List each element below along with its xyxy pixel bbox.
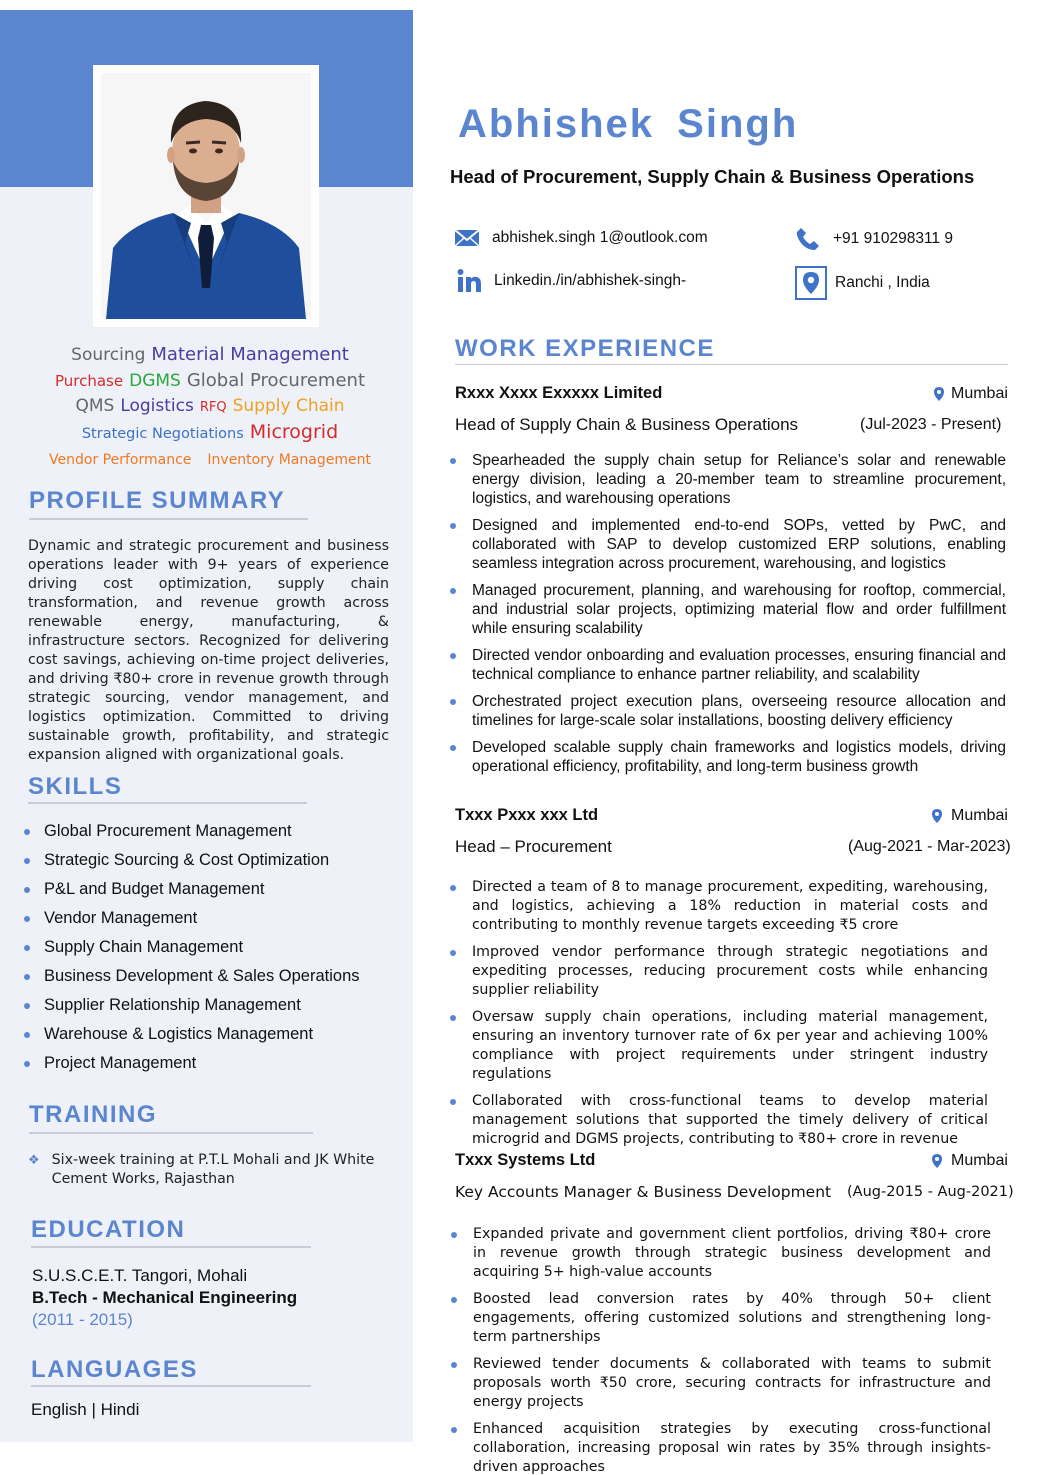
section-divider: [455, 364, 1008, 365]
job-location-text: Mumbai: [951, 385, 1008, 402]
work-experience-heading: WORK EXPERIENCE: [455, 335, 715, 362]
last-name: Singh: [677, 102, 799, 146]
profile-photo: [101, 73, 311, 319]
bullet-dot-icon: [24, 916, 30, 922]
bullet-dot-icon: [24, 829, 30, 835]
job-bullets: [451, 1225, 991, 1475]
job-company: Txxx Pxxx xxx Ltd: [455, 806, 599, 824]
keyword: Inventory Management: [207, 452, 371, 468]
keyword: Material Management: [151, 344, 349, 365]
job-location-text: Mumbai: [951, 807, 1008, 824]
person-name: [458, 102, 798, 147]
contact-email[interactable]: [454, 228, 708, 248]
keyword: DGMS: [129, 371, 181, 391]
map-pin-icon: [931, 1153, 943, 1169]
keyword-row: [20, 342, 400, 368]
linkedin-text: Linkedin./in/abhishek-singh-: [494, 272, 687, 289]
job-dates: (Jul-2023 - Present): [860, 416, 1002, 433]
keyword: Sourcing: [71, 345, 146, 365]
keyword: Global Procurement: [186, 370, 365, 391]
section-divider: [29, 518, 308, 520]
linkedin-icon: [456, 268, 482, 294]
job-role: Head – Procurement: [455, 837, 612, 856]
job-bullet: Directed a team of 8 to manage procurement, expediting, warehousing, and logistics, achieving a 18% reduction in material costs and contributing to monthly revenue targets exceeding ₹5 crore: [450, 878, 988, 935]
keyword: Supply Chain: [232, 396, 345, 416]
education-degree: B.Tech - Mechanical Engineering: [32, 1288, 298, 1307]
job-bullet: Directed vendor onboarding and evaluation processes, ensuring financial and technical compliance to enhance partner reliability, and scalability: [450, 646, 1006, 684]
skill-item: [24, 933, 360, 962]
bullet-dot-icon: [24, 945, 30, 951]
bullet-dot-icon: [24, 887, 30, 893]
first-name: Abhishek: [458, 102, 655, 146]
keyword: Logistics: [120, 396, 194, 416]
section-divider: [28, 802, 307, 804]
job-location: [931, 807, 1008, 825]
job-bullet: Enhanced acquisition strategies by executing cross-functional collaboration, increasing proposal win rates by 35% through insights-driven approaches: [451, 1420, 991, 1475]
phone-icon: [795, 226, 821, 252]
skill-label: Warehouse & Logistics Management: [44, 1025, 314, 1043]
bullet-dot-icon: [24, 1032, 30, 1038]
skill-item: [24, 846, 360, 875]
languages-heading: LANGUAGES: [31, 1356, 198, 1383]
skill-label: Strategic Sourcing & Cost Optimization: [44, 851, 330, 869]
keyword-row: [20, 420, 400, 447]
job-location: [933, 385, 1008, 403]
education-institute: S.U.S.C.E.T. Tangori, Mohali: [32, 1266, 248, 1285]
bullet-dot-icon: [24, 1003, 30, 1009]
job-bullet: Developed scalable supply chain frameworks and logistics models, driving operational efficiency, profitability, and long-term business growth: [450, 738, 1006, 776]
keyword: Purchase: [54, 372, 124, 390]
job-bullets: [450, 451, 1006, 784]
headline: Head of Procurement, Supply Chain & Business Operations: [450, 166, 975, 187]
map-pin-icon: [933, 386, 945, 402]
skill-label: Business Development & Sales Operations: [44, 967, 360, 985]
keyword: QMS: [75, 396, 115, 416]
job-bullet: Expanded private and government client portfolios, driving ₹80+ crore in revenue growth through strategic business development and acquiring 5+ high-value accounts: [451, 1225, 991, 1282]
email-text: abhishek.singh 1@outlook.com: [492, 229, 708, 246]
diamond-bullet-icon: ❖: [28, 1153, 40, 1168]
bullet-dot-icon: [24, 1061, 30, 1067]
skill-item: [24, 1020, 360, 1049]
training-heading: TRAINING: [29, 1101, 157, 1128]
job-bullet: Designed and implemented end-to-end SOPs, vetted by PwC, and collaborated with SAP to develop customized ERP solutions, enabling seamless integration across procurement, warehousing, and logistics: [450, 516, 1006, 573]
phone-text: +91 910298311 9: [833, 230, 953, 247]
keyword-row: [20, 368, 400, 394]
skill-item: [24, 817, 360, 846]
keyword-cloud: [20, 342, 400, 473]
contact-linkedin[interactable]: [456, 268, 686, 294]
job-bullet: Reviewed tender documents & collaborated with teams to submit proposals worth ₹50 crore, securing contracts for infrastructure and energy projects: [451, 1355, 991, 1412]
keyword: Microgrid: [249, 421, 339, 443]
keyword: Vendor Performance: [49, 452, 192, 468]
skills-list: [24, 817, 360, 1078]
job-bullet: Oversaw supply chain operations, including material management, ensuring an inventory turnover rate of 6x per year and achieving 100% compliance with project requirements under stringent industry regulations: [450, 1008, 988, 1084]
location-text: Ranchi , India: [835, 274, 930, 291]
keyword-row: [20, 394, 400, 420]
job-company: Txxx Systems Ltd: [455, 1151, 596, 1169]
section-divider: [31, 1385, 311, 1387]
job-bullet: Orchestrated project execution plans, overseeing resource allocation and timelines for large-scale solar installations, boosting delivery efficiency: [450, 692, 1006, 730]
skill-item: [24, 1049, 360, 1078]
contact-location: [795, 266, 930, 300]
envelope-icon: [454, 228, 480, 248]
job-bullet: Collaborated with cross-functional teams to develop material management solutions that supported the timely delivery of critical microgrid and DGMS projects, contributing to ₹80+ crore in revenue: [450, 1092, 988, 1149]
map-pin-icon: [931, 808, 943, 824]
job-bullet: Managed procurement, planning, and warehousing for rooftop, commercial, and industrial solar projects, optimizing material flow and order fulfillment while ensuring scalability: [450, 581, 1006, 638]
skill-item: [24, 962, 360, 991]
job-dates: (Aug-2021 - Mar-2023): [848, 838, 1011, 855]
job-company: Rxxx Xxxx Exxxxx Limited: [455, 384, 663, 402]
bullet-dot-icon: [24, 858, 30, 864]
bullet-dot-icon: [24, 974, 30, 980]
training-item: [28, 1151, 388, 1189]
profile-summary-heading: PROFILE SUMMARY: [29, 487, 286, 514]
skill-item: [24, 875, 360, 904]
keyword: Strategic Negotiations: [81, 426, 244, 442]
profile-photo-frame: [93, 65, 319, 327]
section-divider: [31, 1246, 311, 1248]
skill-label: Vendor Management: [44, 909, 198, 927]
skill-item: [24, 991, 360, 1020]
skill-item: [24, 904, 360, 933]
map-pin-icon: [795, 266, 827, 300]
job-role: Head of Supply Chain & Business Operations: [455, 415, 799, 434]
skills-heading: SKILLS: [28, 773, 123, 800]
training-text: Six-week training at P.T.L Mohali and JK White Cement Works, Rajasthan: [51, 1152, 375, 1187]
keyword: RFQ: [199, 400, 227, 415]
skill-label: Supply Chain Management: [44, 938, 244, 956]
job-dates: (Aug-2015 - Aug-2021): [847, 1184, 1014, 1200]
skill-label: Supplier Relationship Management: [44, 996, 301, 1014]
education-heading: EDUCATION: [31, 1216, 186, 1243]
keyword-row: [20, 447, 400, 473]
job-bullets: [450, 878, 988, 1157]
job-role: Key Accounts Manager & Business Development: [455, 1183, 832, 1201]
skill-label: P&L and Budget Management: [44, 880, 265, 898]
person-portrait-icon: [101, 73, 311, 319]
job-location: [931, 1152, 1008, 1170]
job-bullet: Improved vendor performance through strategic negotiations and expediting processes, reducing procurement costs while enhancing supplier reliability: [450, 943, 988, 1000]
education-years: (2011 - 2015): [32, 1310, 133, 1329]
job-location-text: Mumbai: [951, 1152, 1008, 1169]
job-bullet: Boosted lead conversion rates by 40% through 50+ client engagements, offering customized solutions and strengthening long-term partnerships: [451, 1290, 991, 1347]
section-divider: [29, 1132, 313, 1134]
languages-text: English | Hindi: [31, 1400, 140, 1419]
profile-summary-text: Dynamic and strategic procurement and business operations leader with 9+ years of experience driving cost optimization, supply chain transformation, and revenue growth across renewable energy, manufacturing, & infrastructure sectors. Recognized for delivering cost savings, achieving on-time project deliveries, and driving ₹80+ crore in revenue growth through strategic sourcing, vendor management, and logistics optimization. Committed to driving sustainable growth, profitability, and strategic expansion aligned with organizational goals.: [28, 538, 389, 763]
skill-label: Global Procurement Management: [44, 822, 292, 840]
job-bullet: Spearheaded the supply chain setup for Reliance’s solar and renewable energy division, leading a 20-member team to streamline procurement, logistics, and warehousing operations: [450, 451, 1006, 508]
contact-phone[interactable]: [795, 226, 953, 252]
skill-label: Project Management: [44, 1054, 197, 1072]
